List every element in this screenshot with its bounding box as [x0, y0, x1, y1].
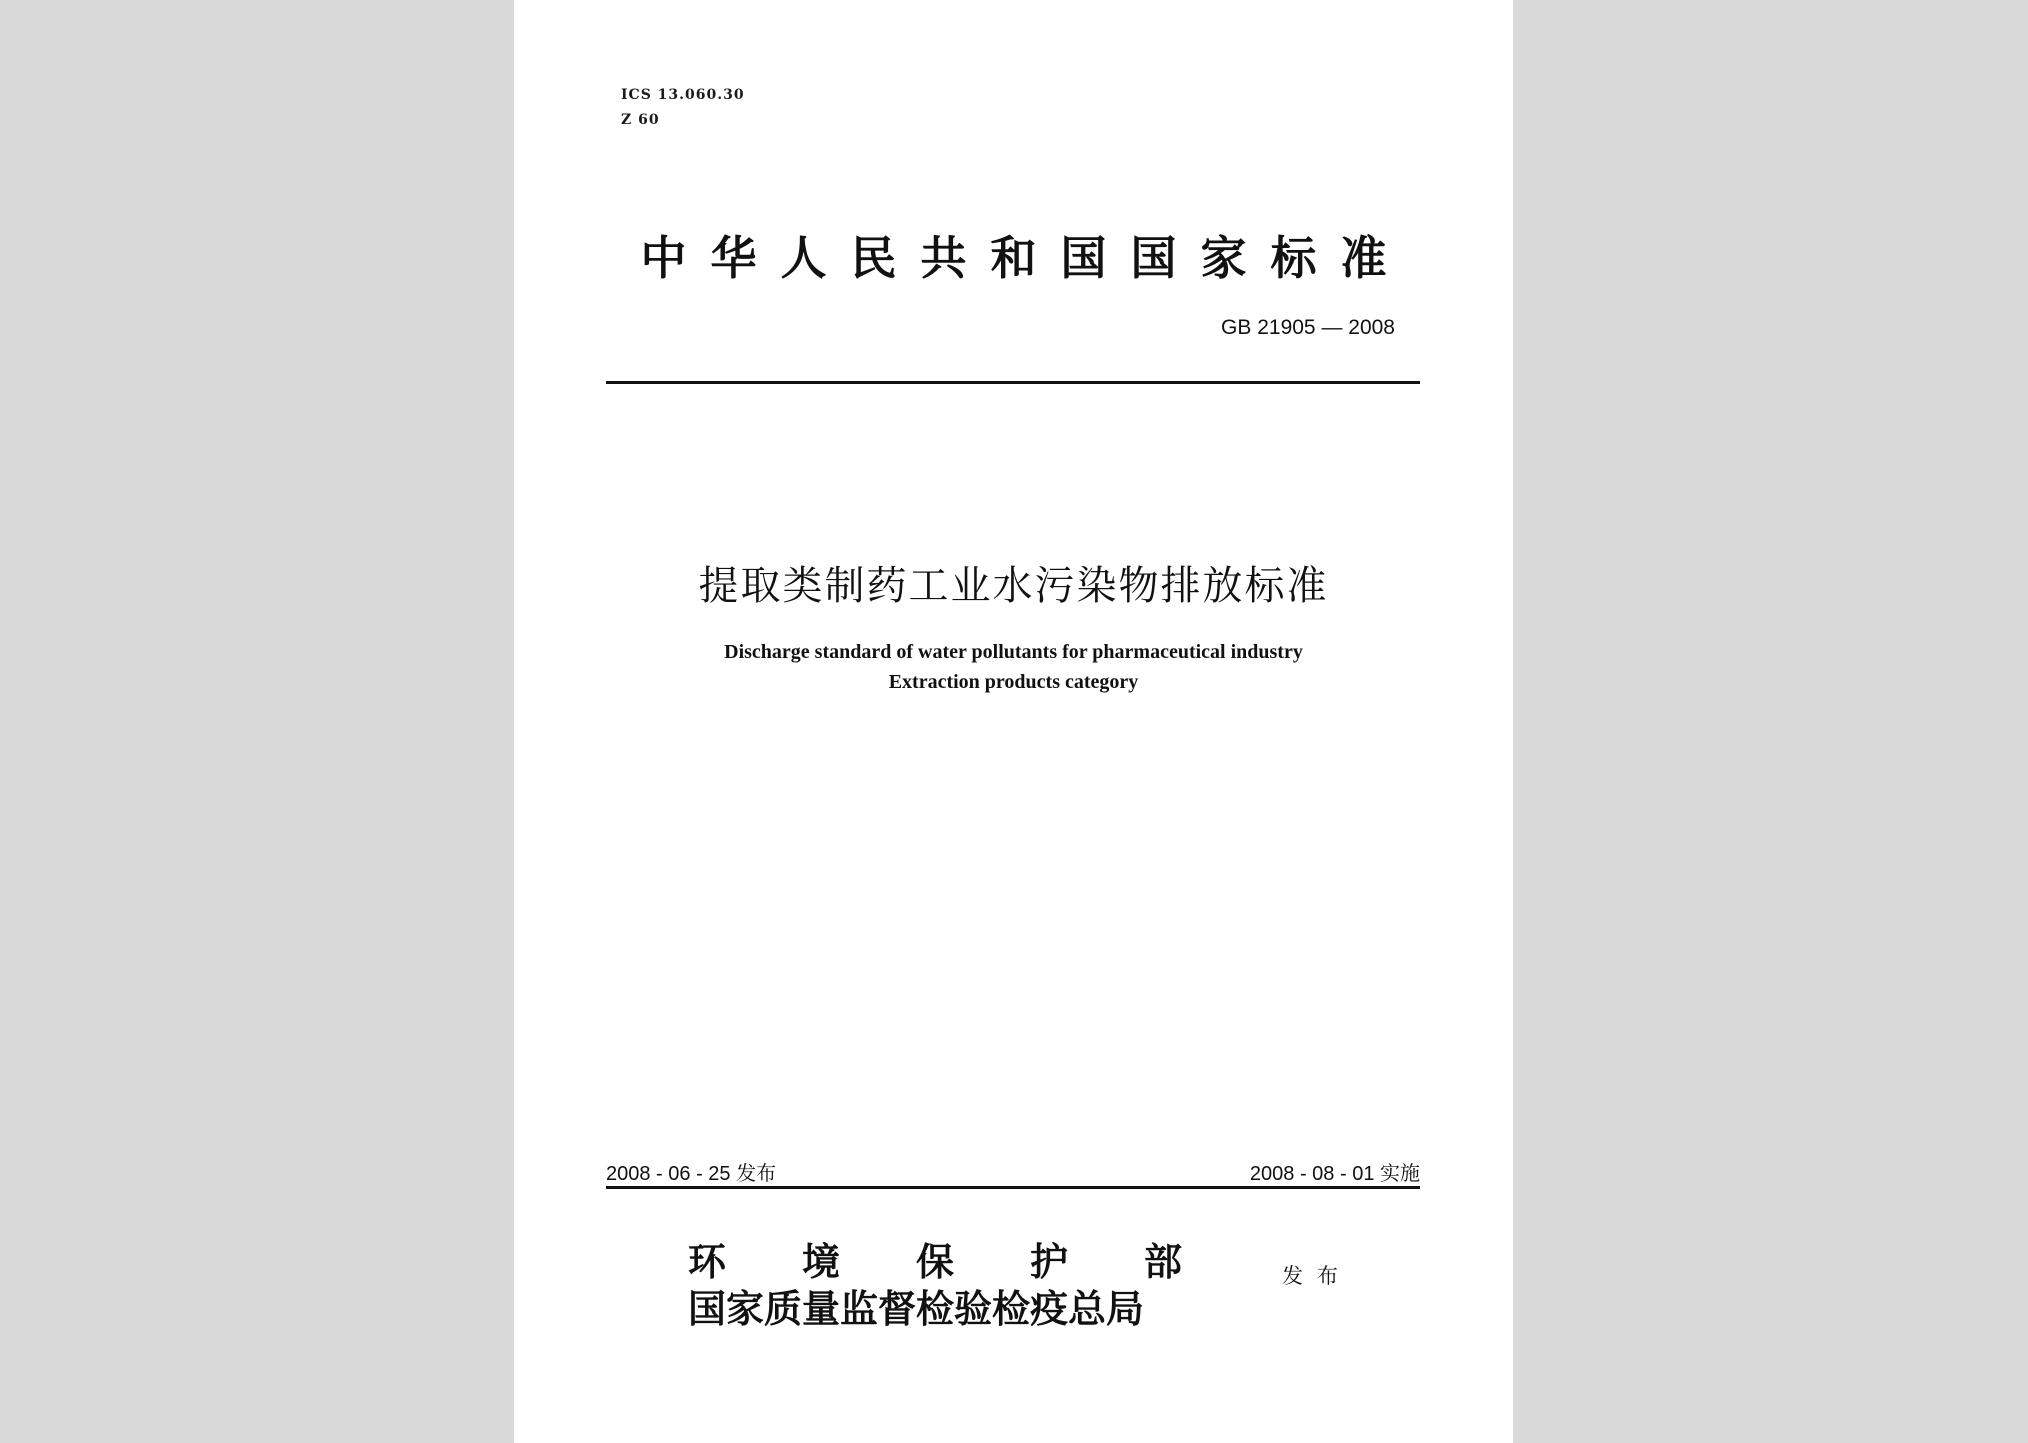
ics-code: ICS 13.060.30	[621, 87, 745, 103]
publish-label: 发布	[1282, 1264, 1352, 1288]
title-english-line1: Discharge standard of water pollutants for pharmaceutical industry	[724, 641, 1303, 663]
title-english-line2: Extraction products category	[888, 671, 1139, 693]
implementation-date: 2008 - 08 - 01 实施	[1249, 1163, 1420, 1185]
issuer-aqsiq: 国家质量监督检验检疫总局	[688, 1287, 1145, 1331]
national-standard-title: 中华人民共和国国家标准	[640, 231, 1411, 285]
standard-number: GB 21905 — 2008	[1221, 316, 1395, 339]
issue-date: 2008 - 06 - 25 发布	[606, 1163, 777, 1185]
title-chinese: 提取类制药工业水污染物排放标准	[698, 563, 1329, 609]
classification-code: Z 60	[621, 112, 660, 128]
document-page	[514, 0, 1513, 1443]
bottom-divider	[606, 1186, 1420, 1189]
top-divider	[606, 381, 1420, 384]
issuer-ministry: 环境保护部	[688, 1240, 1259, 1284]
